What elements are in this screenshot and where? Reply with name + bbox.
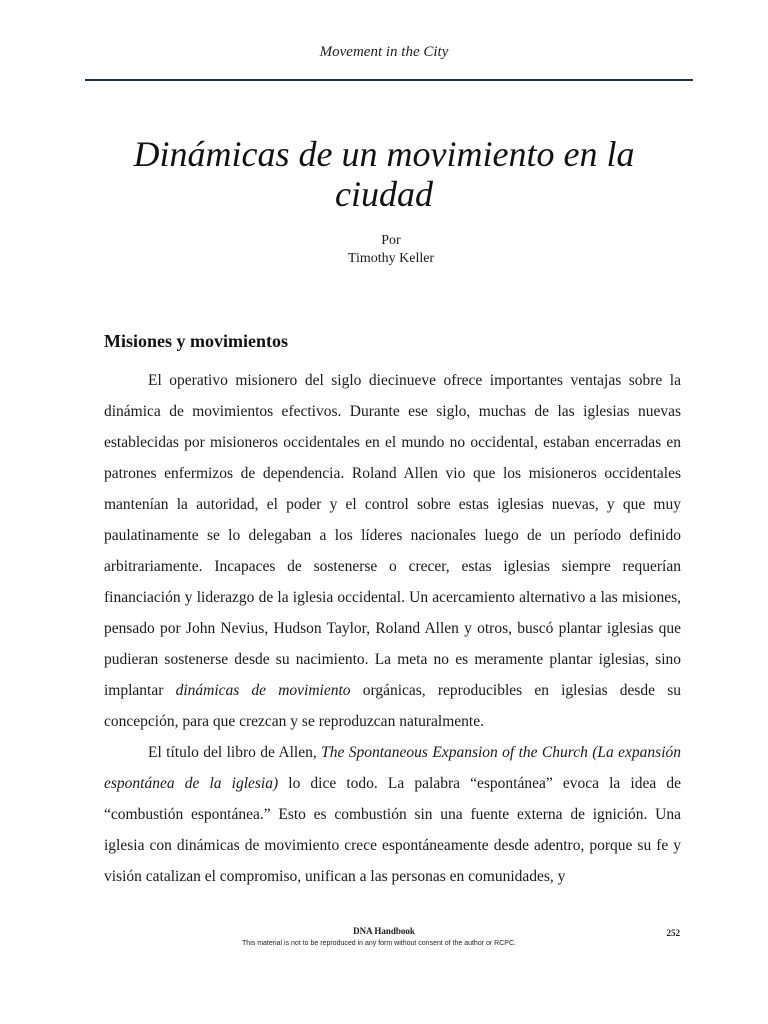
emphasis-text: dinámicas de movimiento bbox=[175, 682, 351, 699]
page-number: 252 bbox=[666, 928, 680, 938]
paragraph bbox=[104, 737, 681, 892]
page-title: Dinámicas de un movimiento en la ciudad bbox=[133, 134, 635, 214]
paragraph-text: lo dice todo. La palabra “espontánea” evoca la idea de “combustión espontánea.” Esto es combustión sin una fuente externa de ignición. Una iglesia con dinámicas de movimiento crece espontáneamente desde adentro, porque su fe y visión catalizan el compromiso, unifican a las personas en comunidades, y bbox=[104, 775, 681, 885]
byline bbox=[0, 232, 768, 268]
byline-prefix: Por bbox=[381, 233, 401, 248]
running-header: Movement in the City bbox=[319, 44, 449, 60]
paragraph-text: El título del libro de Allen, bbox=[148, 744, 322, 761]
paragraph-text: El operativo misionero del siglo diecinueve ofrece importantes ventajas sobre la dinámica de movimientos efectivos. Durante ese siglo, muchas de las iglesias nuevas establecidas por misioneros occidentales en el mundo no occidental, estaban encerradas en patrones enfermizos de dependencia. Roland Allen vio que los misioneros occidentales mantenían la autoridad, el poder y el control sobre estas iglesias nuevas, y que muy paulatinamente se lo delegaban a los líderes nacionales luego de un período definido arbitrariamente. Incapaces de sostenerse o crecer, estas iglesias siempre requerían financiación y liderazgo de la iglesia occidental. Un acercamiento alternativo a las misiones, pensado por John Nevius, Hudson Taylor, Roland Allen y otros, buscó plantar iglesias que pudieran sostenerse desde su nacimiento. La meta no es meramente plantar iglesias, sino implantar bbox=[104, 372, 681, 699]
header-rule bbox=[85, 79, 693, 81]
book-title: The Spontaneous Expansion of the Church (La expansión espontánea de la iglesia) bbox=[104, 744, 682, 792]
copyright-disclaimer: This material is not to be reproduced in any form without consent of the author or RCPC. bbox=[242, 940, 516, 947]
footer-label: DNA Handbook bbox=[353, 926, 415, 936]
paragraph-text: orgánicas, reproducibles en iglesias desde su concepción, para que crezcan y se reproduzcan naturalmente. bbox=[104, 682, 681, 730]
section-heading: Misiones y movimientos bbox=[104, 331, 288, 351]
body-text bbox=[104, 365, 681, 892]
paragraph bbox=[104, 365, 681, 737]
author-name: Timothy Keller bbox=[347, 251, 435, 266]
